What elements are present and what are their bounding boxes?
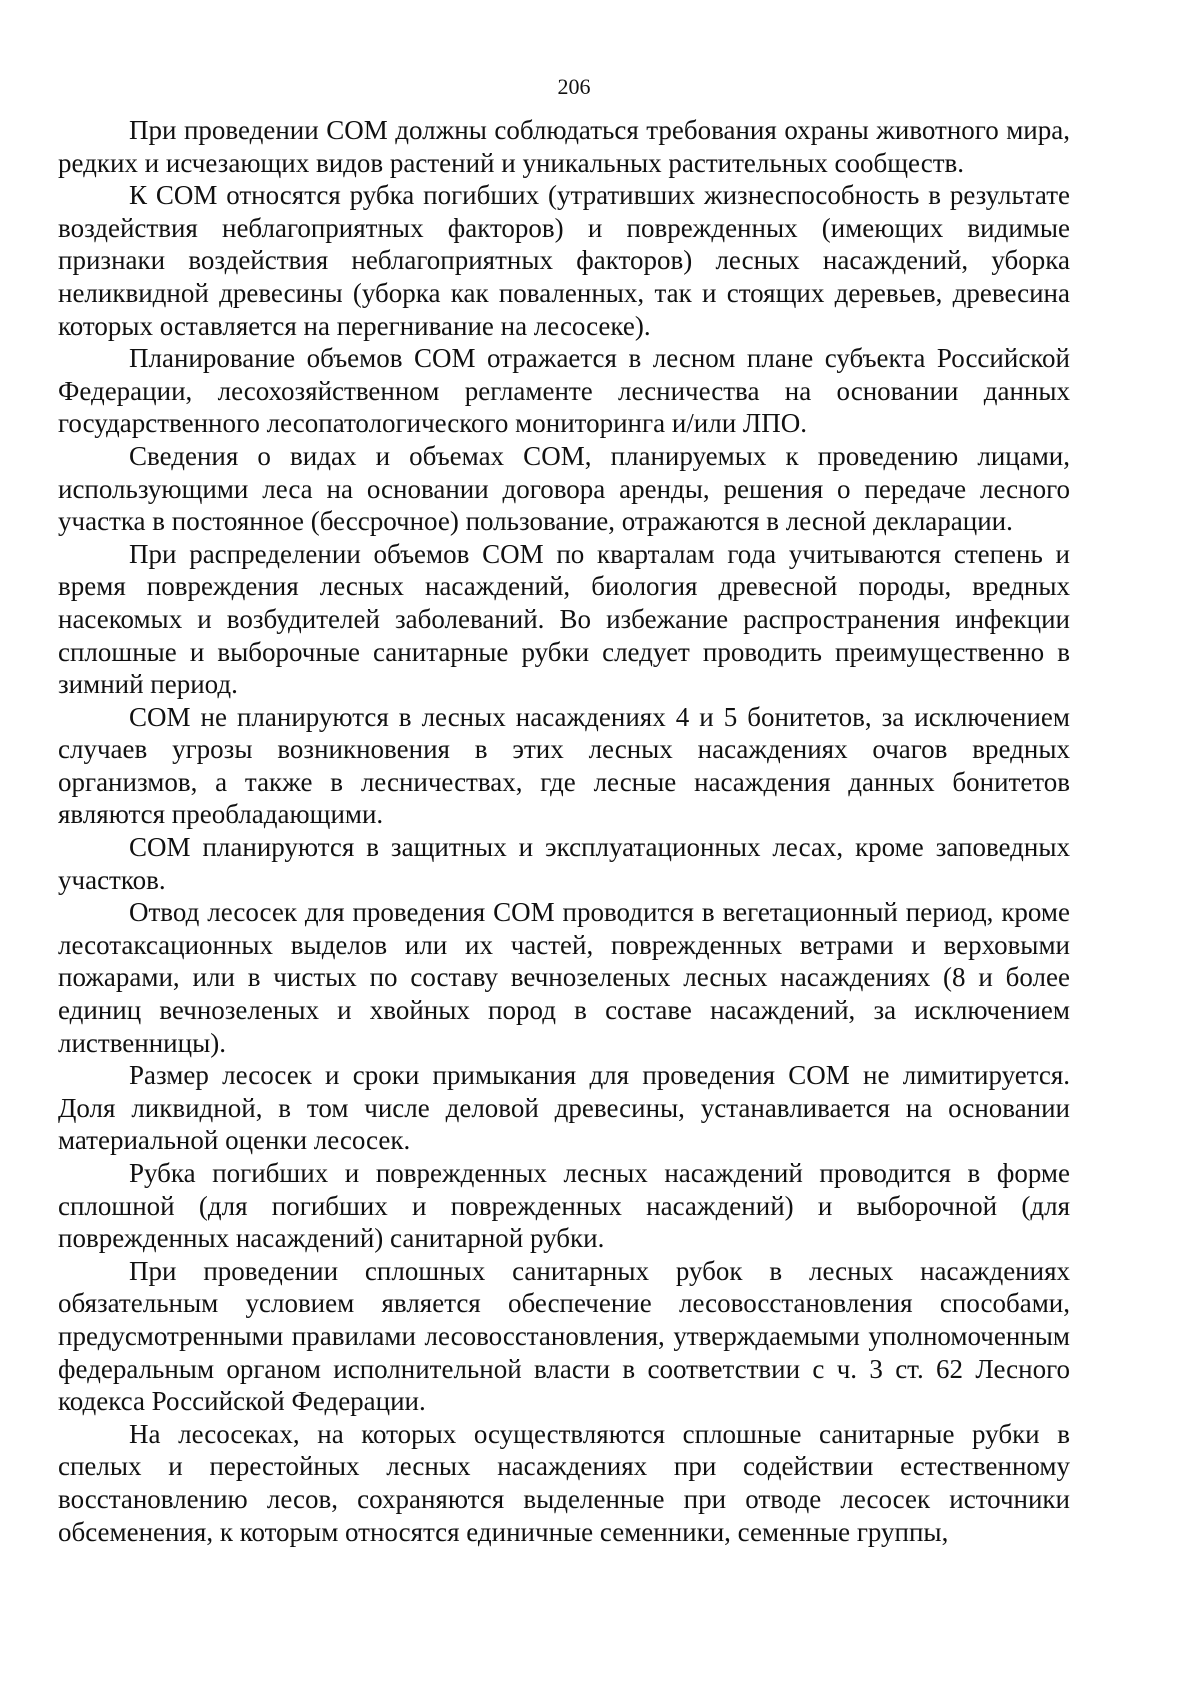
paragraph: При проведении сплошных санитарных рубок в лесных насаждениях обязательным условием является обеспечение лесовосстановления способами, предусмотренными правилами лесовосстановления, утверждаемыми уполномоченным федеральным органом исполнительной власти в соответствии с ч. 3 ст. 62 Лесного кодекса Российской Федерации. <box>58 1255 1070 1417</box>
paragraph: При проведении СОМ должны соблюдаться требования охраны животного мира, редких и исчезающих видов растений и уникальных растительных сообществ. <box>58 115 1070 178</box>
paragraph: Планирование объемов СОМ отражается в лесном плане субъекта Российской Федерации, лесохозяйственном регламенте лесничества на основании данных государственного лесопатологического мониторинга и/или ЛПО. <box>58 343 1070 439</box>
paragraph: Сведения о видах и объемах СОМ, планируемых к проведению лицами, использующими леса на основании договора аренды, решения о передаче лесного участка в постоянное (бессрочное) пользование, отражаются в лесной декларации. <box>58 440 1070 537</box>
paragraph: СОМ планируются в защитных и эксплуатационных лесах, кроме заповедных участков. <box>58 832 1070 895</box>
paragraph: СОМ не планируются в лесных насаждениях 4 и 5 бонитетов, за исключением случаев угрозы возникновения в этих лесных насаждениях очагов вредных организмов, а также в лесничествах, где лесные насаждения данных бонитетов являются преобладающими. <box>58 701 1070 830</box>
page-number: 206 <box>557 74 591 99</box>
paragraph: Отвод лесосек для проведения СОМ проводится в вегетационный период, кроме лесотаксационных выделов или их частей, поврежденных ветрами и верховыми пожарами, или в чистых по составу вечнозеленых лесных насаждениях (8 и более единиц вечнозеленых и хвойных пород в составе насаждений, за исключением лиственницы). <box>58 897 1070 1058</box>
paragraph: При распределении объемов СОМ по кварталам года учитываются степень и время повреждения лесных насаждений, биология древесной породы, вредных насекомых и возбудителей заболеваний. Во избежание распространения инфекции сплошные и выборочные санитарные рубки следует проводить преимущественно в зимний период. <box>58 538 1070 700</box>
paragraph: Рубка погибших и поврежденных лесных насаждений проводится в форме сплошной (для погибших и поврежденных насаждений) и выборочной (для поврежденных насаждений) санитарной рубки. <box>58 1158 1070 1254</box>
paragraph: К СОМ относятся рубка погибших (утративших жизнеспособность в результате воздействия неблагоприятных факторов) и поврежденных (имеющих видимые признаки воздействия неблагоприятных факторов) лесных насаждений, уборка неликвидной древесины (уборка как поваленных, так и стоящих деревьев, древесина которых оставляется на перегнивание на лесосеке). <box>58 180 1070 341</box>
paragraph: Размер лесосек и сроки примыкания для проведения СОМ не лимитируется. Доля ликвидной, в том числе деловой древесины, устанавливается на основании материальной оценки лесосек. <box>58 1060 1070 1156</box>
paragraph: На лесосеках, на которых осуществляются сплошные санитарные рубки в спелых и перестойных лесных насаждениях при содействии естественному восстановлению лесов, сохраняются выделенные при отводе лесосек источники обсеменения, к которым относятся единичные семенники, семенные группы, <box>58 1418 1070 1547</box>
